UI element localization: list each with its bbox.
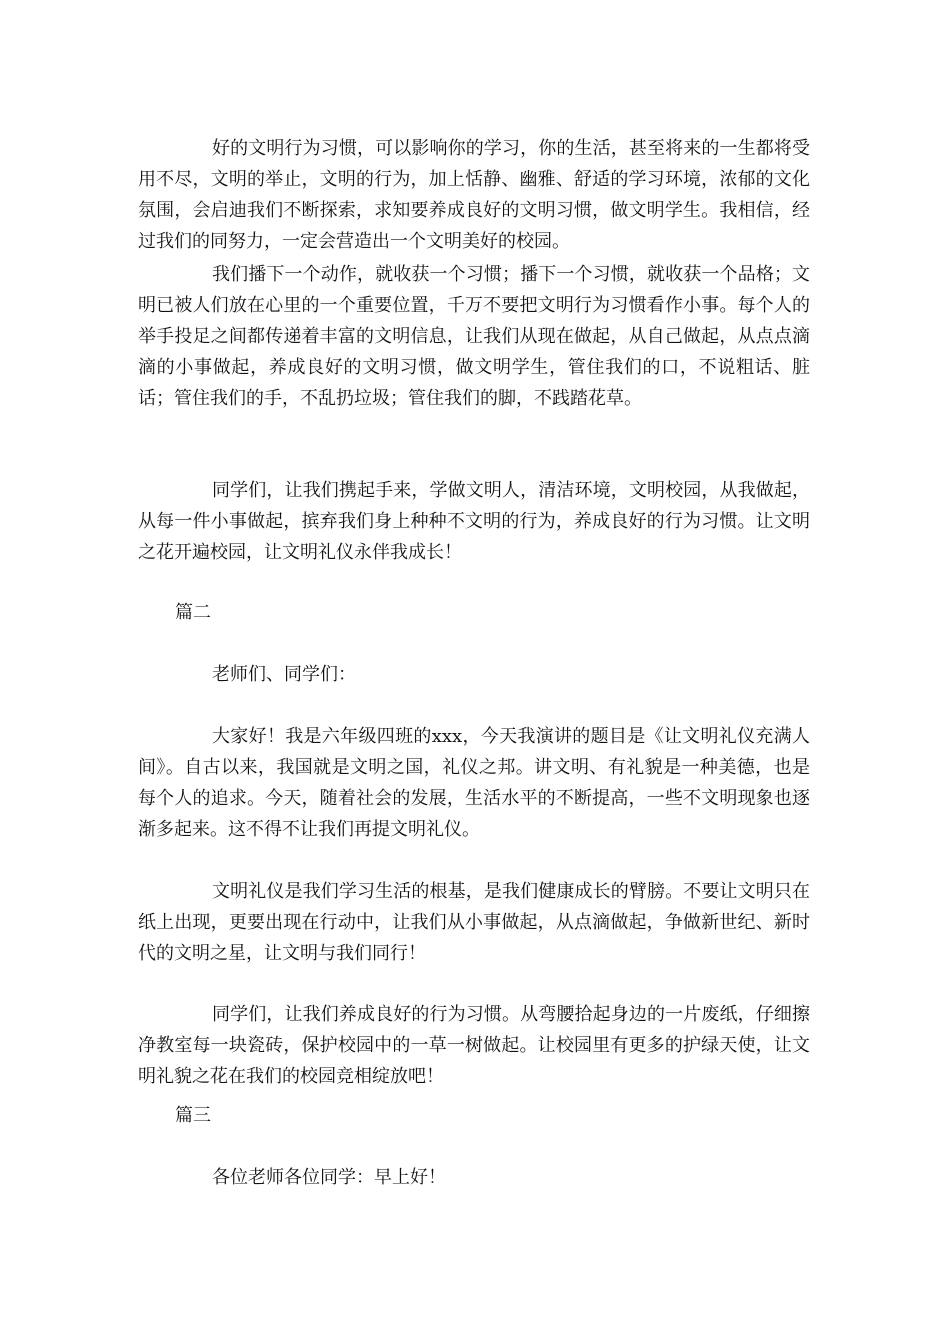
paragraph-join-hands: 同学们，让我们携起手来，学做文明人，清洁环境，文明校园，从我做起，从每一件小事做起，摈弃我们身上种种不文明的行为，养成良好的行为习惯。让文明之花开遍校园，让文明礼仪永伴我成长！ [138,480,810,563]
paragraph-sow-action: 我们播下一个动作，就收获一个习惯；播下一个习惯，就收获一个品格；文明已被人们放在心里的一个重要位置，千万不要把文明行为习惯看作小事。每个人的举手投足之间都传递着丰富的文明信息，让我们从现在做起，从自己做起，从点点滴滴的小事做起，养成良好的文明习惯，做文明学生，管住我们的口，不说粗话、脏话；管住我们的手，不乱扔垃圾；管住我们的脚，不践踏花草。 [138,264,810,409]
paragraph-civilized-habits: 好的文明行为习惯，可以影响你的学习，你的生活，甚至将来的一生都将受用不尽，文明的举止，文明的行为，加上恬静、幽雅、舒适的学习环境，浓郁的文化氛围，会启迪我们不断探索，求知要养成良好的文明习惯，做文明学生。我相信，经过我们的同努力，一定会营造出一个文明美好的校园。 [138,138,810,252]
paragraph-good-behavior: 同学们，让我们养成良好的行为习惯。从弯腰拾起身边的一片废纸，仔细擦净教室每一块瓷砖，保护校园中的一草一树做起。让校园里有更多的护绿天使，让文明礼貌之花在我们的校园竞相绽放吧！ [138,1004,810,1087]
section-heading-part-two: 篇二 [175,602,211,623]
paragraph-morning-greeting: 各位老师各位同学：早上好！ [212,1167,446,1188]
section-heading-part-three: 篇三 [175,1105,211,1126]
paragraph-greeting-teachers: 老师们、同学们： [212,664,356,685]
paragraph-etiquette-foundation: 文明礼仪是我们学习生活的根基，是我们健康成长的臂膀。不要让文明只在纸上出现，更要出现在行动中，让我们从小事做起，从点滴做起，争做新世纪、新时代的文明之星，让文明与我们同行！ [138,881,810,964]
paragraph-self-introduction: 大家好！我是六年级四班的xxx，今天我演讲的题目是《让文明礼仪充满人间》。自古以来，我国就是文明之国，礼仪之邦。讲文明、有礼貌是一种美德，也是每个人的追求。今天，随着社会的发展，生活水平的不断提高，一些不文明现象也逐渐多起来。这不得不让我们再提文明礼仪。 [138,726,810,840]
